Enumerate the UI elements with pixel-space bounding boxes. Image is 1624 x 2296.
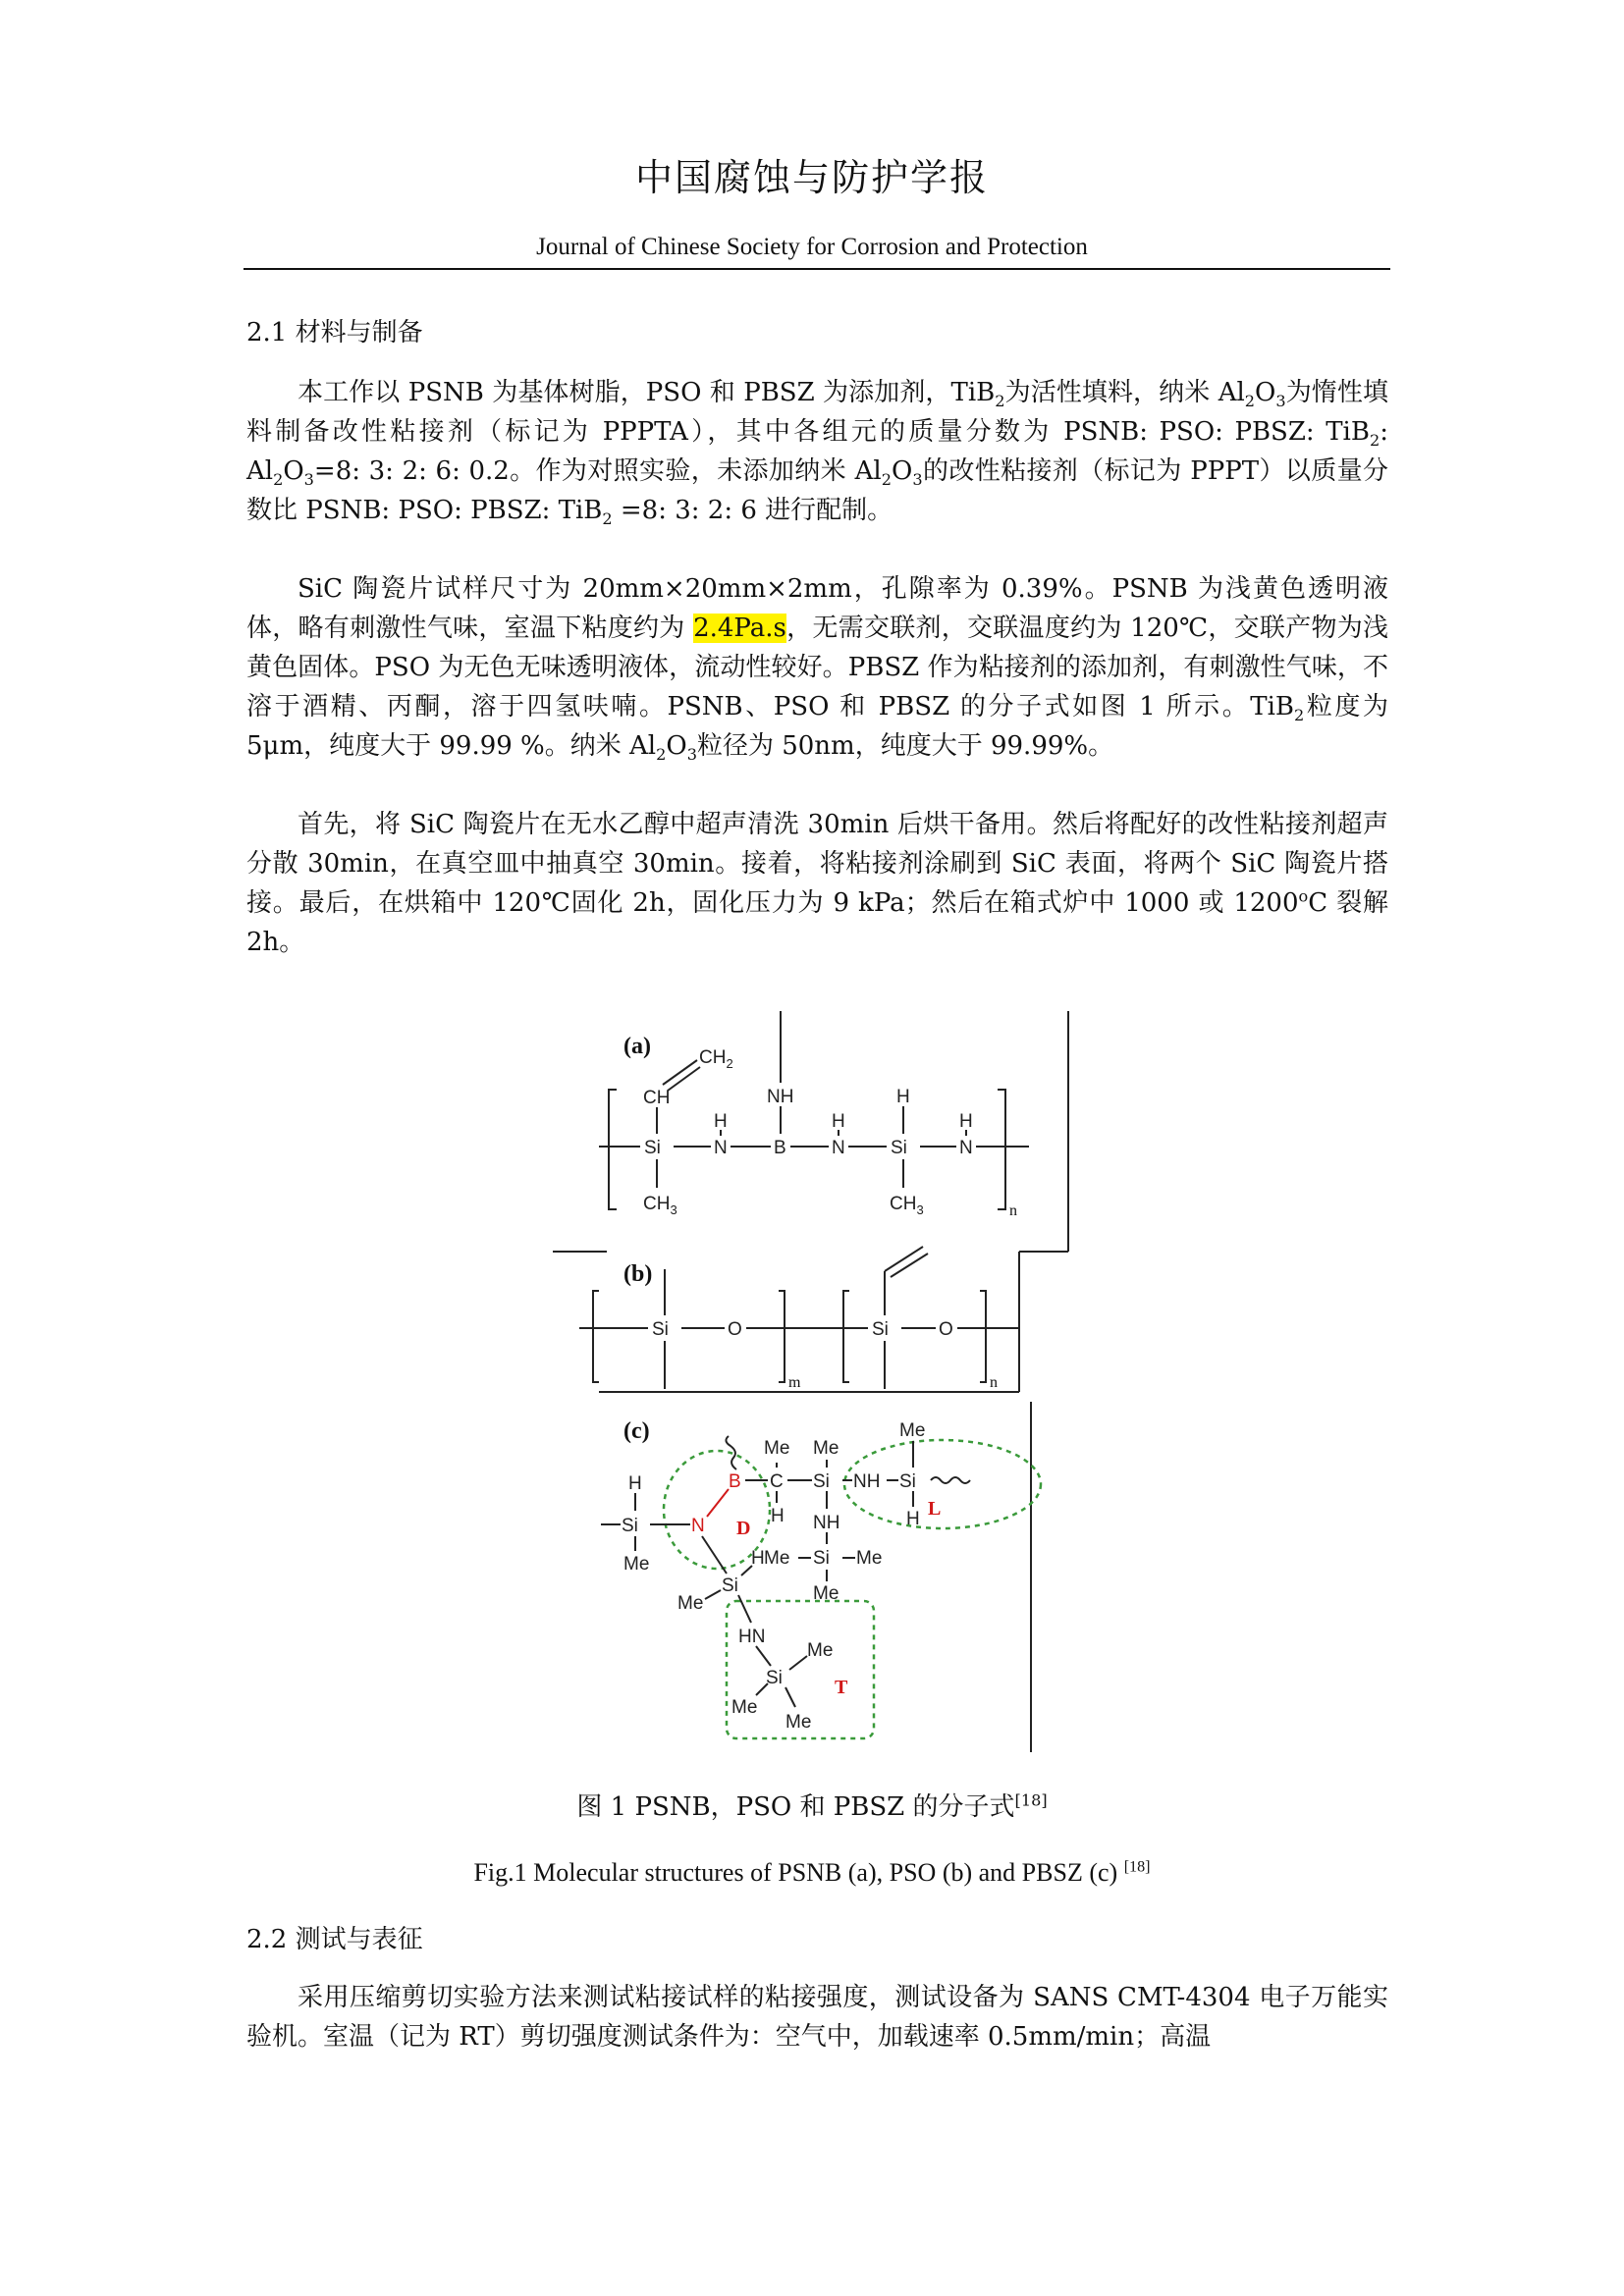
atom-me: Me [813,1583,839,1604]
bond [789,1656,807,1670]
bond [756,1683,768,1695]
atom-si: Si [652,1319,669,1340]
atom-o: O [939,1319,953,1340]
pbsz-structure [601,1420,1041,1738]
subscript: 3 [912,470,923,490]
atom-me: Me [807,1640,834,1661]
text-run: SiC 陶瓷片试样尺寸为 20mm×20mm×2mm，孔隙率为 0.39%。PSNB 为浅黄色透明液体，略有刺激性气味，室温下粘度约为 [246,574,1388,643]
atom-si: Si [722,1575,738,1596]
wavy-bond [931,1477,970,1483]
region-label-l: L [928,1498,942,1520]
atom-h: H [906,1509,920,1529]
atom-me: Me [764,1548,790,1569]
atom-h: H [751,1548,765,1569]
citation: [18] [1014,1790,1048,1810]
text-run: O [1255,378,1276,407]
subscript: 2 [1244,392,1256,411]
atom-si: Si [813,1548,830,1569]
header-rule [244,268,1390,270]
bracket-right [998,1090,1005,1209]
subscript: 2 [273,470,284,490]
superscript: o [1298,886,1309,906]
atom-ch3: $CH_3$ [643,1194,677,1217]
text-run: O [666,731,687,761]
atom-b: B [774,1138,786,1158]
text-run: : Al [246,417,1388,486]
atom-ch2: $CH_2$ [699,1047,733,1071]
atom-si: Si [813,1471,830,1492]
subscript: 2 [656,745,667,765]
subscript-n: n [1009,1202,1017,1219]
atom-me: Me [856,1548,883,1569]
paragraph-sic [246,569,1388,766]
atom-nh: NH [767,1087,794,1107]
atom-b-red: B [729,1471,741,1492]
bond [785,1687,795,1707]
atom-me: Me [731,1697,758,1718]
atom-nh: NH [813,1513,840,1533]
bond [741,1566,752,1575]
bond [885,1247,923,1271]
bond [738,1595,751,1623]
paragraph-procedure [246,805,1388,962]
bracket-left [843,1291,849,1382]
bond [891,1254,928,1277]
region-label-t: T [835,1677,848,1698]
atom-n: N [832,1138,845,1158]
atom-c: C [770,1471,784,1492]
bond-n-b [707,1489,729,1517]
figure-caption-cn [0,1787,1624,1823]
atom-me: Me [677,1593,704,1614]
text-run: 首先，将 SiC 陶瓷片在无水乙醇中超声清洗 30min 后烘干备用。然后将配好的改性粘接剂超声分散 30min，在真空皿中抽真空 30min。接着，将粘接剂涂刷到 SiC 表面，将两个 SiC 陶瓷片搭接。最后，在烘箱中 120℃固化 2h，固化压力为 9 kPa；然后在箱式炉中 1000 或 1200 [246,810,1388,918]
psnb-structure [599,1011,1029,1219]
text-run: 粒度为 5μm，纯度大于 99.99 %。纳米 Al [246,692,1388,761]
atom-o: O [728,1319,742,1340]
text-run: 为惰性填料制备改性粘接剂（标记为 PPPTA），其中各组元的质量分数为 PSNB: PSO: PBSZ: TiB [246,378,1388,447]
atom-me: Me [899,1420,926,1441]
subscript-n: n [990,1374,998,1391]
atom-h: H [771,1506,785,1526]
text-run: 粒径为 50nm，纯度大于 99.99%。 [696,731,1114,761]
region-label-d: D [736,1518,751,1539]
text-run: C 裂解 2h。 [246,888,1388,957]
panel-label-c: (c) [623,1418,650,1444]
highlighted-viscosity: 2.4Pa.s [693,614,786,643]
subscript: 3 [1275,392,1286,411]
text-run: =8: 3: 2: 6: 0.2。作为对照实验，未添加纳米 Al [313,456,882,486]
atom-h: H [832,1111,845,1132]
text-run: O [892,456,913,486]
atom-me: Me [813,1438,839,1459]
caption-text: 图 1 PSNB，PSO 和 PBSZ 的分子式 [576,1792,1015,1822]
bracket-left [593,1291,599,1382]
text-run: 为活性填料，纳米 Al [1004,378,1245,407]
atom-n: N [959,1138,973,1158]
subscript: 2 [602,509,613,529]
paragraph-testing: 采用压缩剪切实验方法来测试粘接试样的粘接强度，测试设备为 SANS CMT-4304 电子万能实验机。室温（记为 RT）剪切强度测试条件为：空气中，加载速率 0.5mm/min；高温 [246,1983,1388,2052]
journal-title-cn: 中国腐蚀与防护学报 [634,156,989,199]
atom-me: Me [785,1712,812,1733]
subscript: 3 [686,745,697,765]
atom-si: Si [872,1319,889,1340]
subscript-m: m [788,1374,801,1391]
text-run: ，无需交联剂，交联温度约为 120℃，交联产物为浅黄色固体。PSO 为无色无味透明液体，流动性较好。PBSZ 作为粘接剂的添加剂，有刺激性气味，不溶于酒精、丙酮，溶于四氢呋喃。PSNB、PSO 和 PBSZ 的分子式如图 1 所示。TiB [246,614,1388,721]
atom-ch3: $CH_3$ [890,1194,924,1217]
section-heading-2-1: 2.1 材料与制备 [246,318,423,347]
subscript: 2 [995,392,1005,411]
bond [756,1646,771,1666]
atom-h: H [959,1111,973,1132]
subscript: 2 [1369,431,1380,451]
panel-label-a: (a) [623,1034,651,1059]
paragraph-materials [246,373,1388,530]
text-run: 本工作以 PSNB 为基体树脂，PSO 和 PBSZ 为添加剂，TiB [298,378,996,407]
text-run: =8: 3: 2: 6 进行配制。 [612,496,893,525]
atom-me: Me [764,1438,790,1459]
citation: [18] [1123,1858,1151,1876]
bracket-right [779,1291,785,1382]
atom-si: Si [891,1138,907,1158]
panel-label-b: (b) [623,1261,653,1287]
atom-me: Me [623,1554,650,1575]
atom-si: Si [644,1138,661,1158]
subscript: 2 [881,470,892,490]
subscript: 3 [303,470,314,490]
text-run: 的改性粘接剂（标记为 PPPT）以质量分数比 PSNB: PSO: PBSZ: TiB [246,456,1388,525]
atom-si: Si [899,1471,916,1492]
atom-si: Si [622,1516,638,1536]
atom-n-red: N [691,1516,705,1536]
atom-h: H [896,1087,910,1107]
subscript: 2 [1294,706,1305,725]
caption-text: Fig.1 Molecular structures of PSNB (a), PSO (b) and PBSZ (c) [473,1858,1124,1887]
atom-h: H [714,1111,728,1132]
figure-1-molecular-structures [550,1006,1080,1757]
atom-n: N [714,1138,728,1158]
bracket-right [980,1291,986,1382]
atom-hn: HN [738,1627,766,1647]
atom-h: H [628,1473,642,1494]
text-run: O [283,456,304,486]
atom-ch: CH [643,1088,671,1108]
figure-caption-en [0,1858,1624,1888]
bond [705,1590,721,1599]
bracket-left [609,1090,617,1209]
atom-nh: NH [853,1471,881,1492]
section-heading-2-2: 2.2 测试与表征 [246,1925,423,1954]
journal-title-en: Journal of Chinese Society for Corrosion and Protection [536,234,1088,260]
atom-si: Si [766,1668,783,1688]
